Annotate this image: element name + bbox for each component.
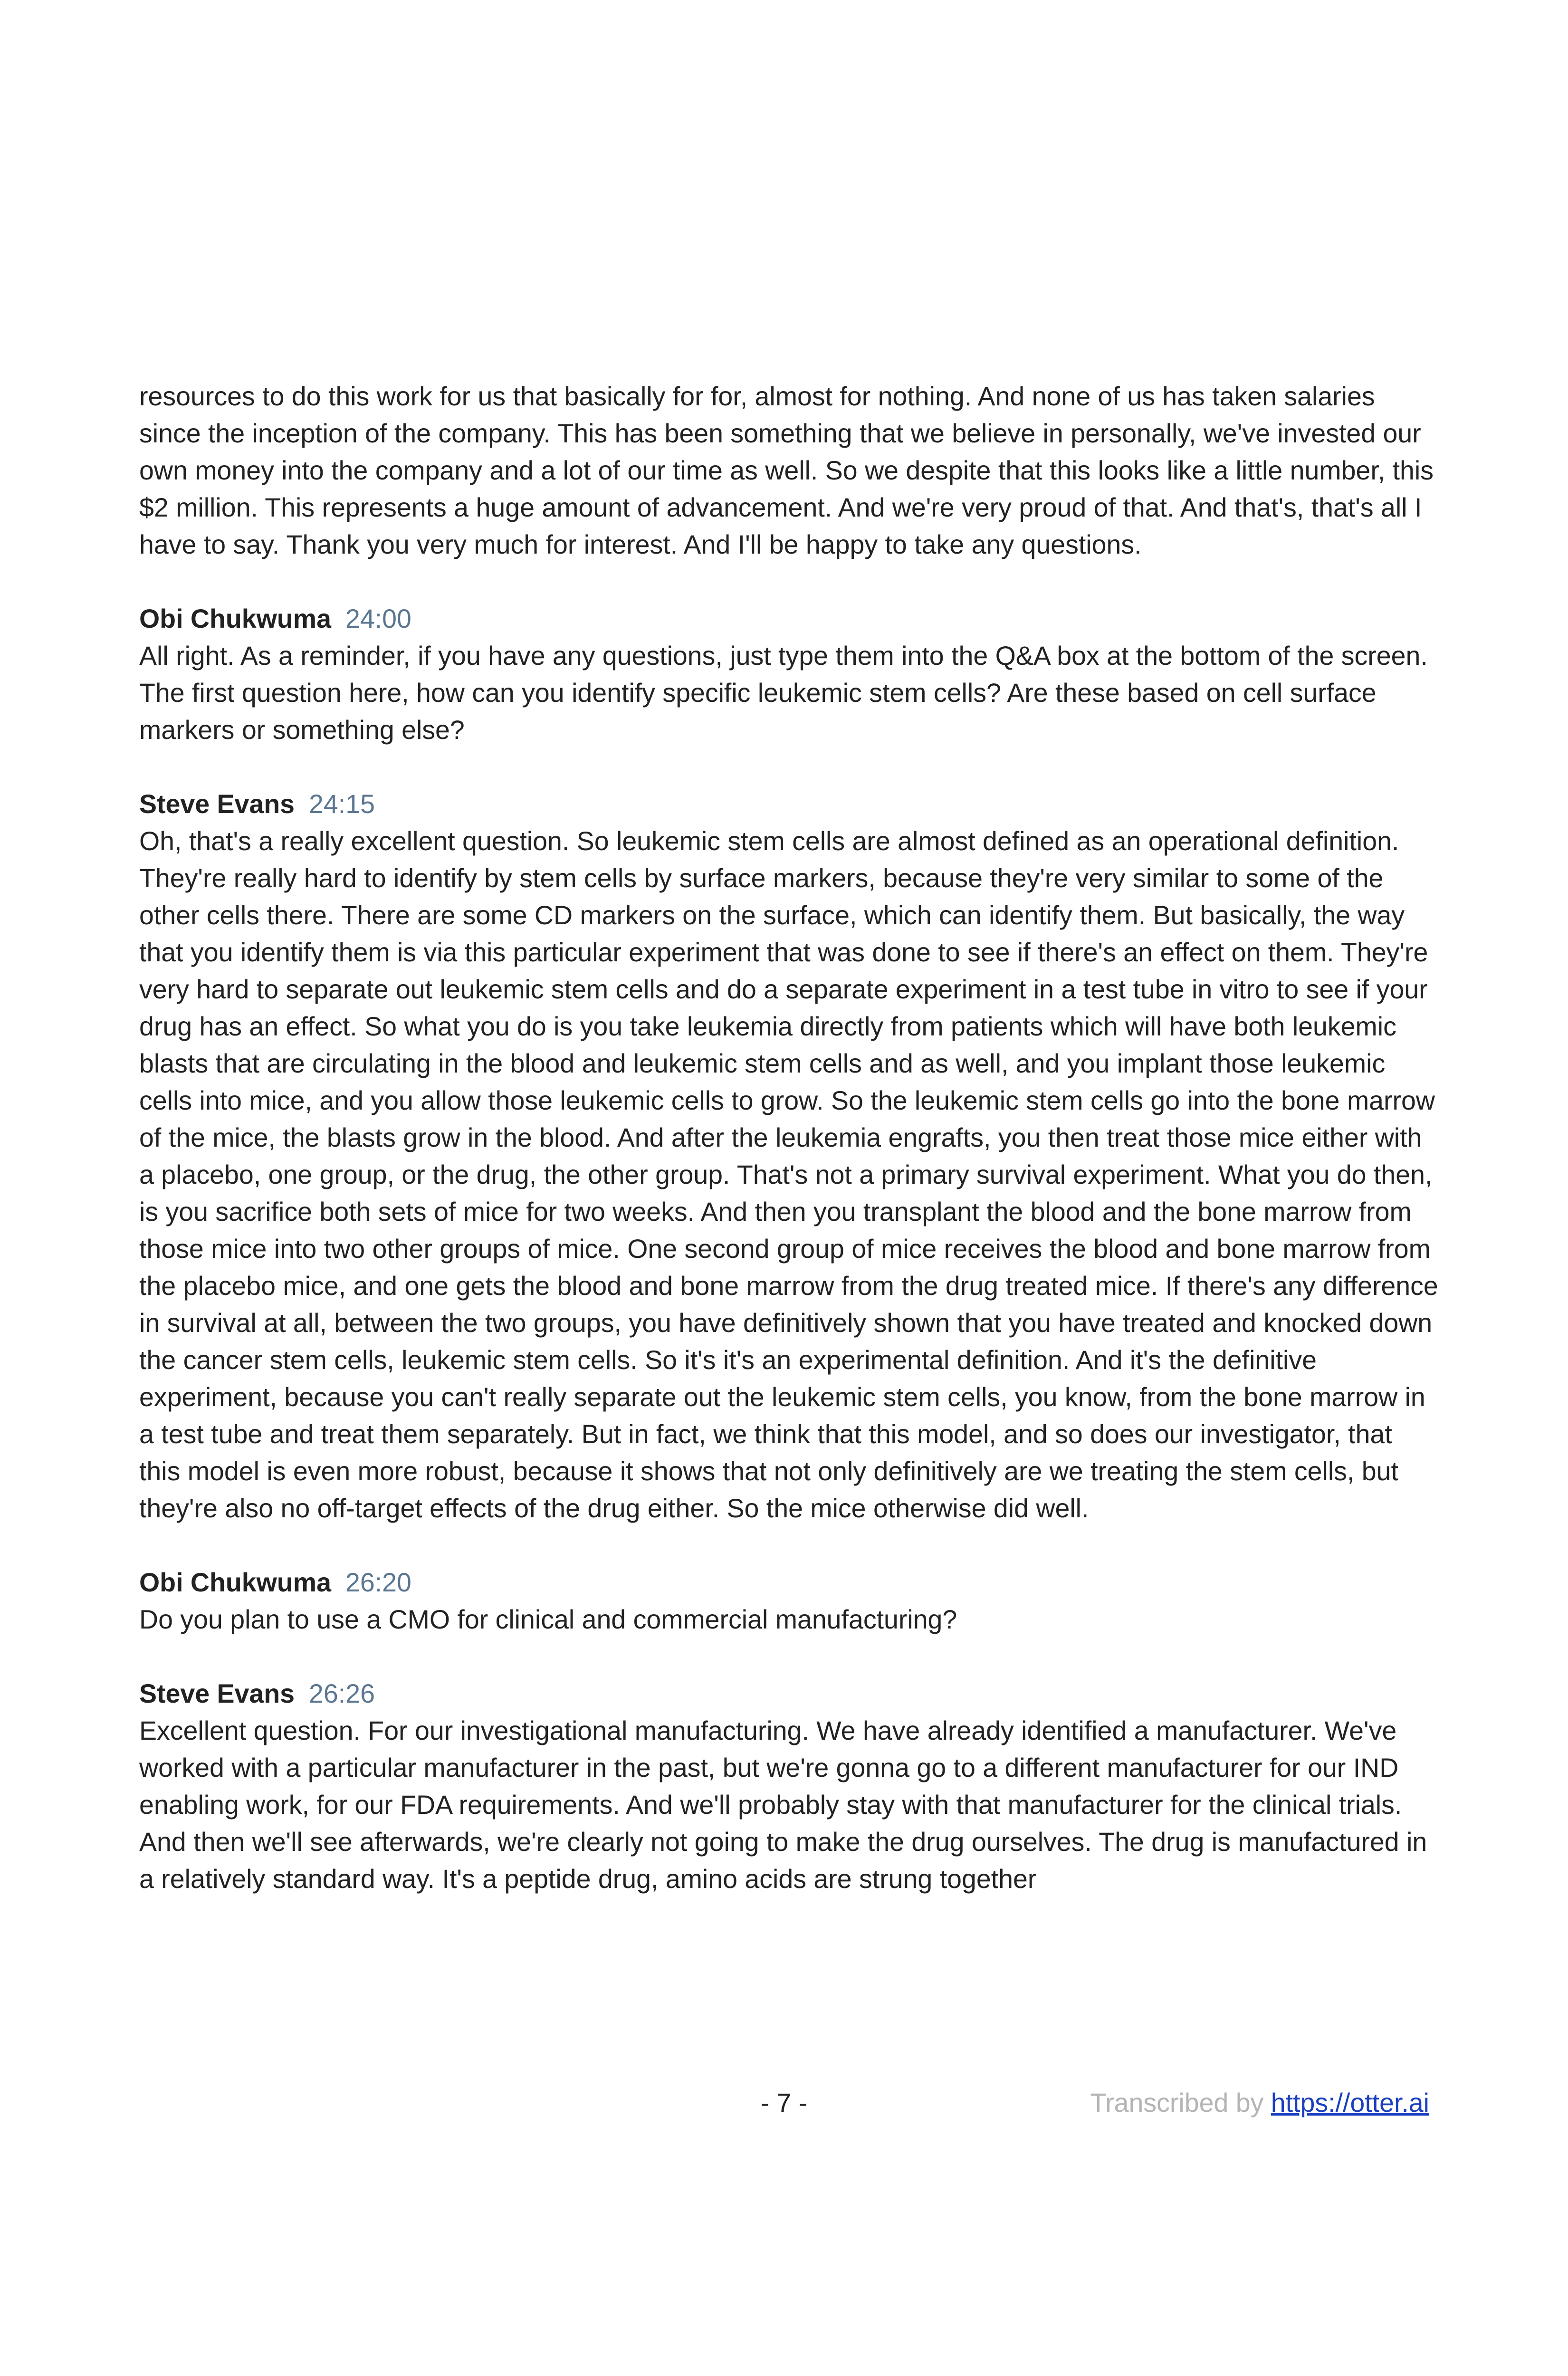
timestamp: 24:15 [309,789,375,819]
speaker-header [139,1675,1439,1712]
speaker-header [139,1564,1439,1601]
speaker-header [139,786,1439,823]
intro-paragraph: resources to do this work for us that basically for for, almost for nothing. And none of us has taken salaries since the inception of the company. This has been something that we believe in personally, we've invested our own money into the company and a lot of our time as well. So we despite that this looks like a little number, this $2 million. This represents a huge amount of advancement. And we're very proud of that. And that's, that's all I have to say. Thank you very much for interest. And I'll be happy to take any questions. [139,382,1434,559]
page-footer [0,2084,1568,2122]
transcript-segment [139,600,1439,748]
segment-text: All right. As a reminder, if you have any questions, just type them into the Q&A box at the bottom of the screen. The first question here, how can you identify specific leukemic stem cells? Are these based on cell surface markers or something else? [139,641,1428,745]
segment-text: Do you plan to use a CMO for clinical and commercial manufacturing? [139,1605,957,1634]
page-number: - 7 - [760,2088,808,2117]
speaker-name: Steve Evans [139,1679,295,1708]
segment-text: Excellent question. For our investigational manufacturing. We have already identified a manufacturer. We've worked with a particular manufacturer in the past, but we're gonna go to a different manufacturer for our IND enabling work, for our FDA requirements. And we'll probably stay with that manufacturer for the clinical trials. And then we'll see afterwards, we're clearly not going to make the drug ourselves. The drug is manufactured in a relatively standard way. It's a peptide drug, amino acids are strung together [139,1716,1427,1894]
segment-text: Oh, that's a really excellent question. So leukemic stem cells are almost defined as an operational definition. They're really hard to identify by stem cells by surface markers, because they're very similar to some of the other cells there. There are some CD markers on the surface, which can identify them. But basically, the way that you identify them is via this particular experiment that was done to see if there's an effect on them. They're very hard to separate out leukemic stem cells and do a separate experiment in a test tube in vitro to see if your drug has an effect. So what you do is you take leukemia directly from patients which will have both leukemic blasts that are circulating in the blood and leukemic stem cells and as well, and you implant those leukemic cells into mice, and you allow those leukemic cells to grow. So the leukemic stem cells go into the bone marrow of the mice, the blasts grow in the blood. And after the leukemia engrafts, you then treat those mice either with a placebo, one group, or the drug, the other group. That's not a primary survival experiment. What you do then, is you sacrifice both sets of mice for two weeks. And then you transplant the blood and the bone marrow from those mice into two other groups of mice. One second group of mice receives the blood and bone marrow from the placebo mice, and one gets the blood and bone marrow from the drug treated mice. If there's any difference in survival at all, between the two groups, you have definitively shown that you have treated and knocked down the cancer stem cells, leukemic stem cells. So it's it's an experimental definition. And it's the definitive experiment, because you can't really separate out the leukemic stem cells, you know, from the bone marrow in a test tube and treat them separately. But in fact, we think that this model, and so does our investigator, that this model is even more robust, because it shows that not only definitively are we treating the stem cells, but they're also no off-target effects of the drug either. So the mice otherwise did well. [139,826,1438,1523]
transcript-segment [139,786,1439,1527]
timestamp: 24:00 [345,604,411,633]
speaker-name: Steve Evans [139,789,295,819]
transcript-segment [139,1675,1439,1897]
transcript-segment [139,1564,1439,1638]
credit-label: Transcribed by [1090,2088,1264,2117]
transcription-credit [1090,2084,1429,2122]
speaker-name: Obi Chukwuma [139,1568,331,1597]
timestamp: 26:20 [345,1568,411,1597]
speaker-header [139,600,1439,637]
transcript-body [139,378,1439,1897]
otter-ai-link[interactable]: https://otter.ai [1271,2088,1429,2117]
speaker-name: Obi Chukwuma [139,604,331,633]
timestamp: 26:26 [309,1679,375,1708]
